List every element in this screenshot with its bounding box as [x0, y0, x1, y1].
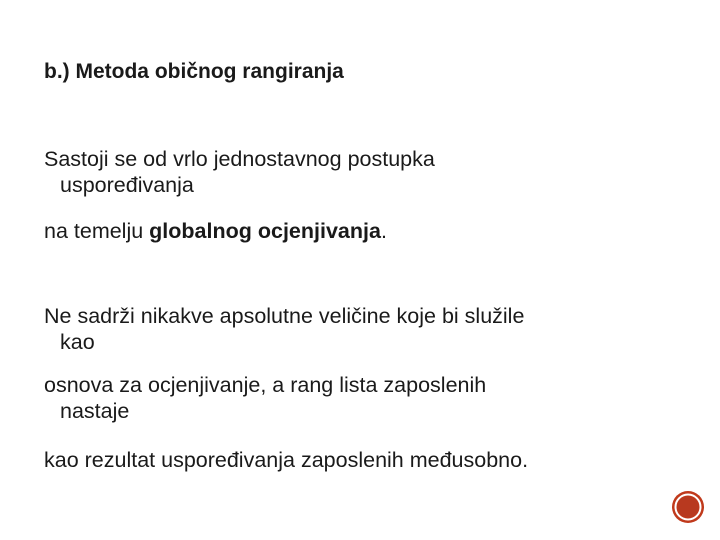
paragraph-3: [44, 303, 524, 355]
paragraph-2-prefix: na temelju: [44, 219, 150, 243]
paragraph-3-line-2: kao: [60, 330, 95, 354]
paragraph-4-line-1: osnova za ocjenjivanje, a rang lista zaposlenih: [44, 373, 487, 397]
slide-heading: b.) Metoda običnog rangiranja: [44, 60, 344, 83]
paragraph-4-line-2: nastaje: [60, 399, 130, 423]
paragraph-3-line-1: Ne sadrži nikakve apsolutne veličine koje bi služile: [44, 304, 525, 328]
slide-nav-button[interactable]: [671, 490, 705, 524]
paragraph-2: [44, 218, 387, 244]
circle-icon: [671, 490, 705, 524]
paragraph-4: [44, 372, 486, 424]
paragraph-2-bold-term: globalnog ocjenjivanja: [149, 219, 381, 243]
paragraph-5-line-1: kao rezultat uspoređivanja zaposlenih međusobno.: [44, 448, 529, 472]
paragraph-1-line-1: Sastoji se od vrlo jednostavnog postupka: [44, 147, 435, 171]
paragraph-5: [44, 447, 528, 473]
paragraph-1-line-2: uspoređivanja: [60, 173, 194, 197]
paragraph-1: [44, 146, 435, 198]
paragraph-2-suffix: .: [380, 219, 387, 243]
